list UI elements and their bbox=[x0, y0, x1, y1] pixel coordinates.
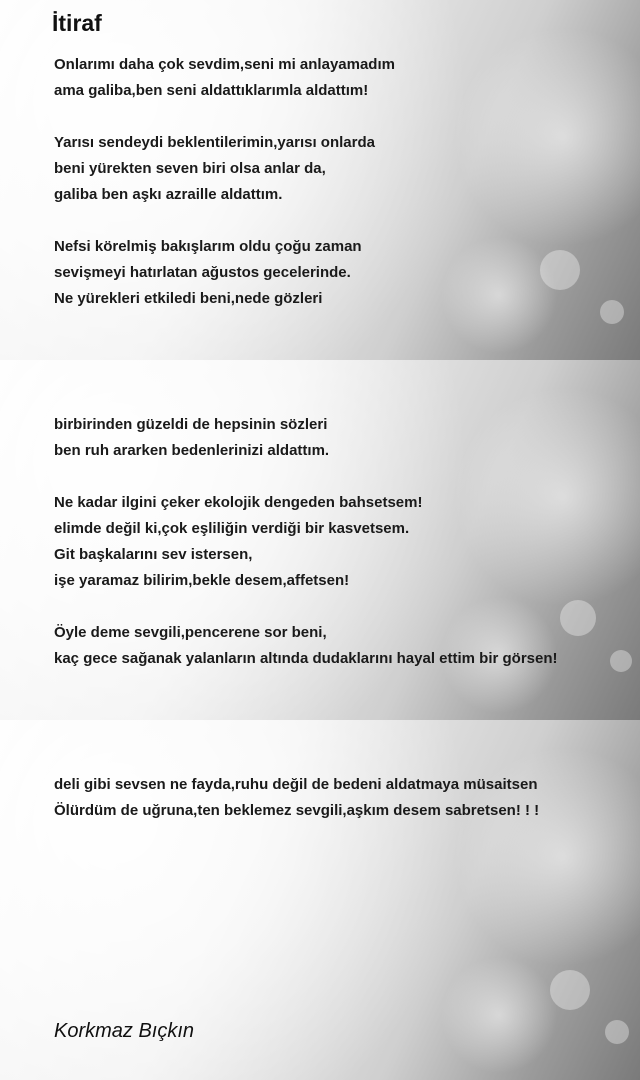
poem-line: Yarısı sendeydi beklentilerimin,yarısı onlarda bbox=[54, 134, 375, 151]
poem-line: Git başkalarını sev istersen, bbox=[54, 546, 253, 563]
poem-line: Nefsi körelmiş bakışlarım oldu çoğu zaman bbox=[54, 238, 362, 255]
stanza-5 bbox=[54, 490, 422, 594]
poem-line: Öyle deme sevgili,pencerene sor beni, bbox=[54, 624, 327, 641]
poem-title: İtiraf bbox=[52, 10, 102, 36]
poem-line: Ne yürekleri etkiledi beni,nede gözleri bbox=[54, 290, 323, 307]
poem-line: deli gibi sevsen ne fayda,ruhu değil de bedeni aldatmaya müsaitsen bbox=[54, 776, 538, 793]
author-signature: Korkmaz Bıçkın bbox=[54, 1020, 195, 1042]
poem-line: ben ruh ararken bedenlerinizi aldattım. bbox=[54, 442, 330, 459]
poem-line: elimde değil ki,çok eşliliğin verdiği bir kasvetsem. bbox=[54, 520, 410, 537]
poem-panel-2 bbox=[0, 360, 640, 720]
stanza-2 bbox=[54, 130, 375, 208]
poem-line: kaç gece sağanak yalanların altında dudaklarını hayal ettim bir görsen! bbox=[54, 650, 558, 667]
poem-line: galiba ben aşkı azraille aldattım. bbox=[54, 186, 283, 203]
poem-line: Onlarımı daha çok sevdim,seni mi anlayamadım bbox=[54, 56, 395, 73]
poem-line: ama galiba,ben seni aldattıklarımla aldattım! bbox=[54, 82, 369, 99]
poem-line: Ne kadar ilgini çeker ekolojik dengeden bahsetsem! bbox=[54, 494, 423, 511]
poem-line: birbirinden güzeldi de hepsinin sözleri bbox=[54, 416, 328, 433]
poem-line: sevişmeyi hatırlatan ağustos gecelerinde. bbox=[54, 264, 351, 281]
poem-panel-3 bbox=[0, 720, 640, 1080]
poem-line: işe yaramaz bilirim,bekle desem,affetsen! bbox=[54, 572, 350, 589]
stanza-1 bbox=[54, 52, 395, 104]
poem-line: Ölürdüm de uğruna,ten beklemez sevgili,aşkım desem sabretsen! ! ! bbox=[54, 802, 540, 819]
stanza-4 bbox=[54, 412, 329, 464]
poem-panel-1 bbox=[0, 0, 640, 360]
stanza-7 bbox=[54, 772, 539, 824]
stanza-6 bbox=[54, 620, 558, 672]
stanza-3 bbox=[54, 234, 362, 312]
poem-line: beni yürekten seven biri olsa anlar da, bbox=[54, 160, 326, 177]
